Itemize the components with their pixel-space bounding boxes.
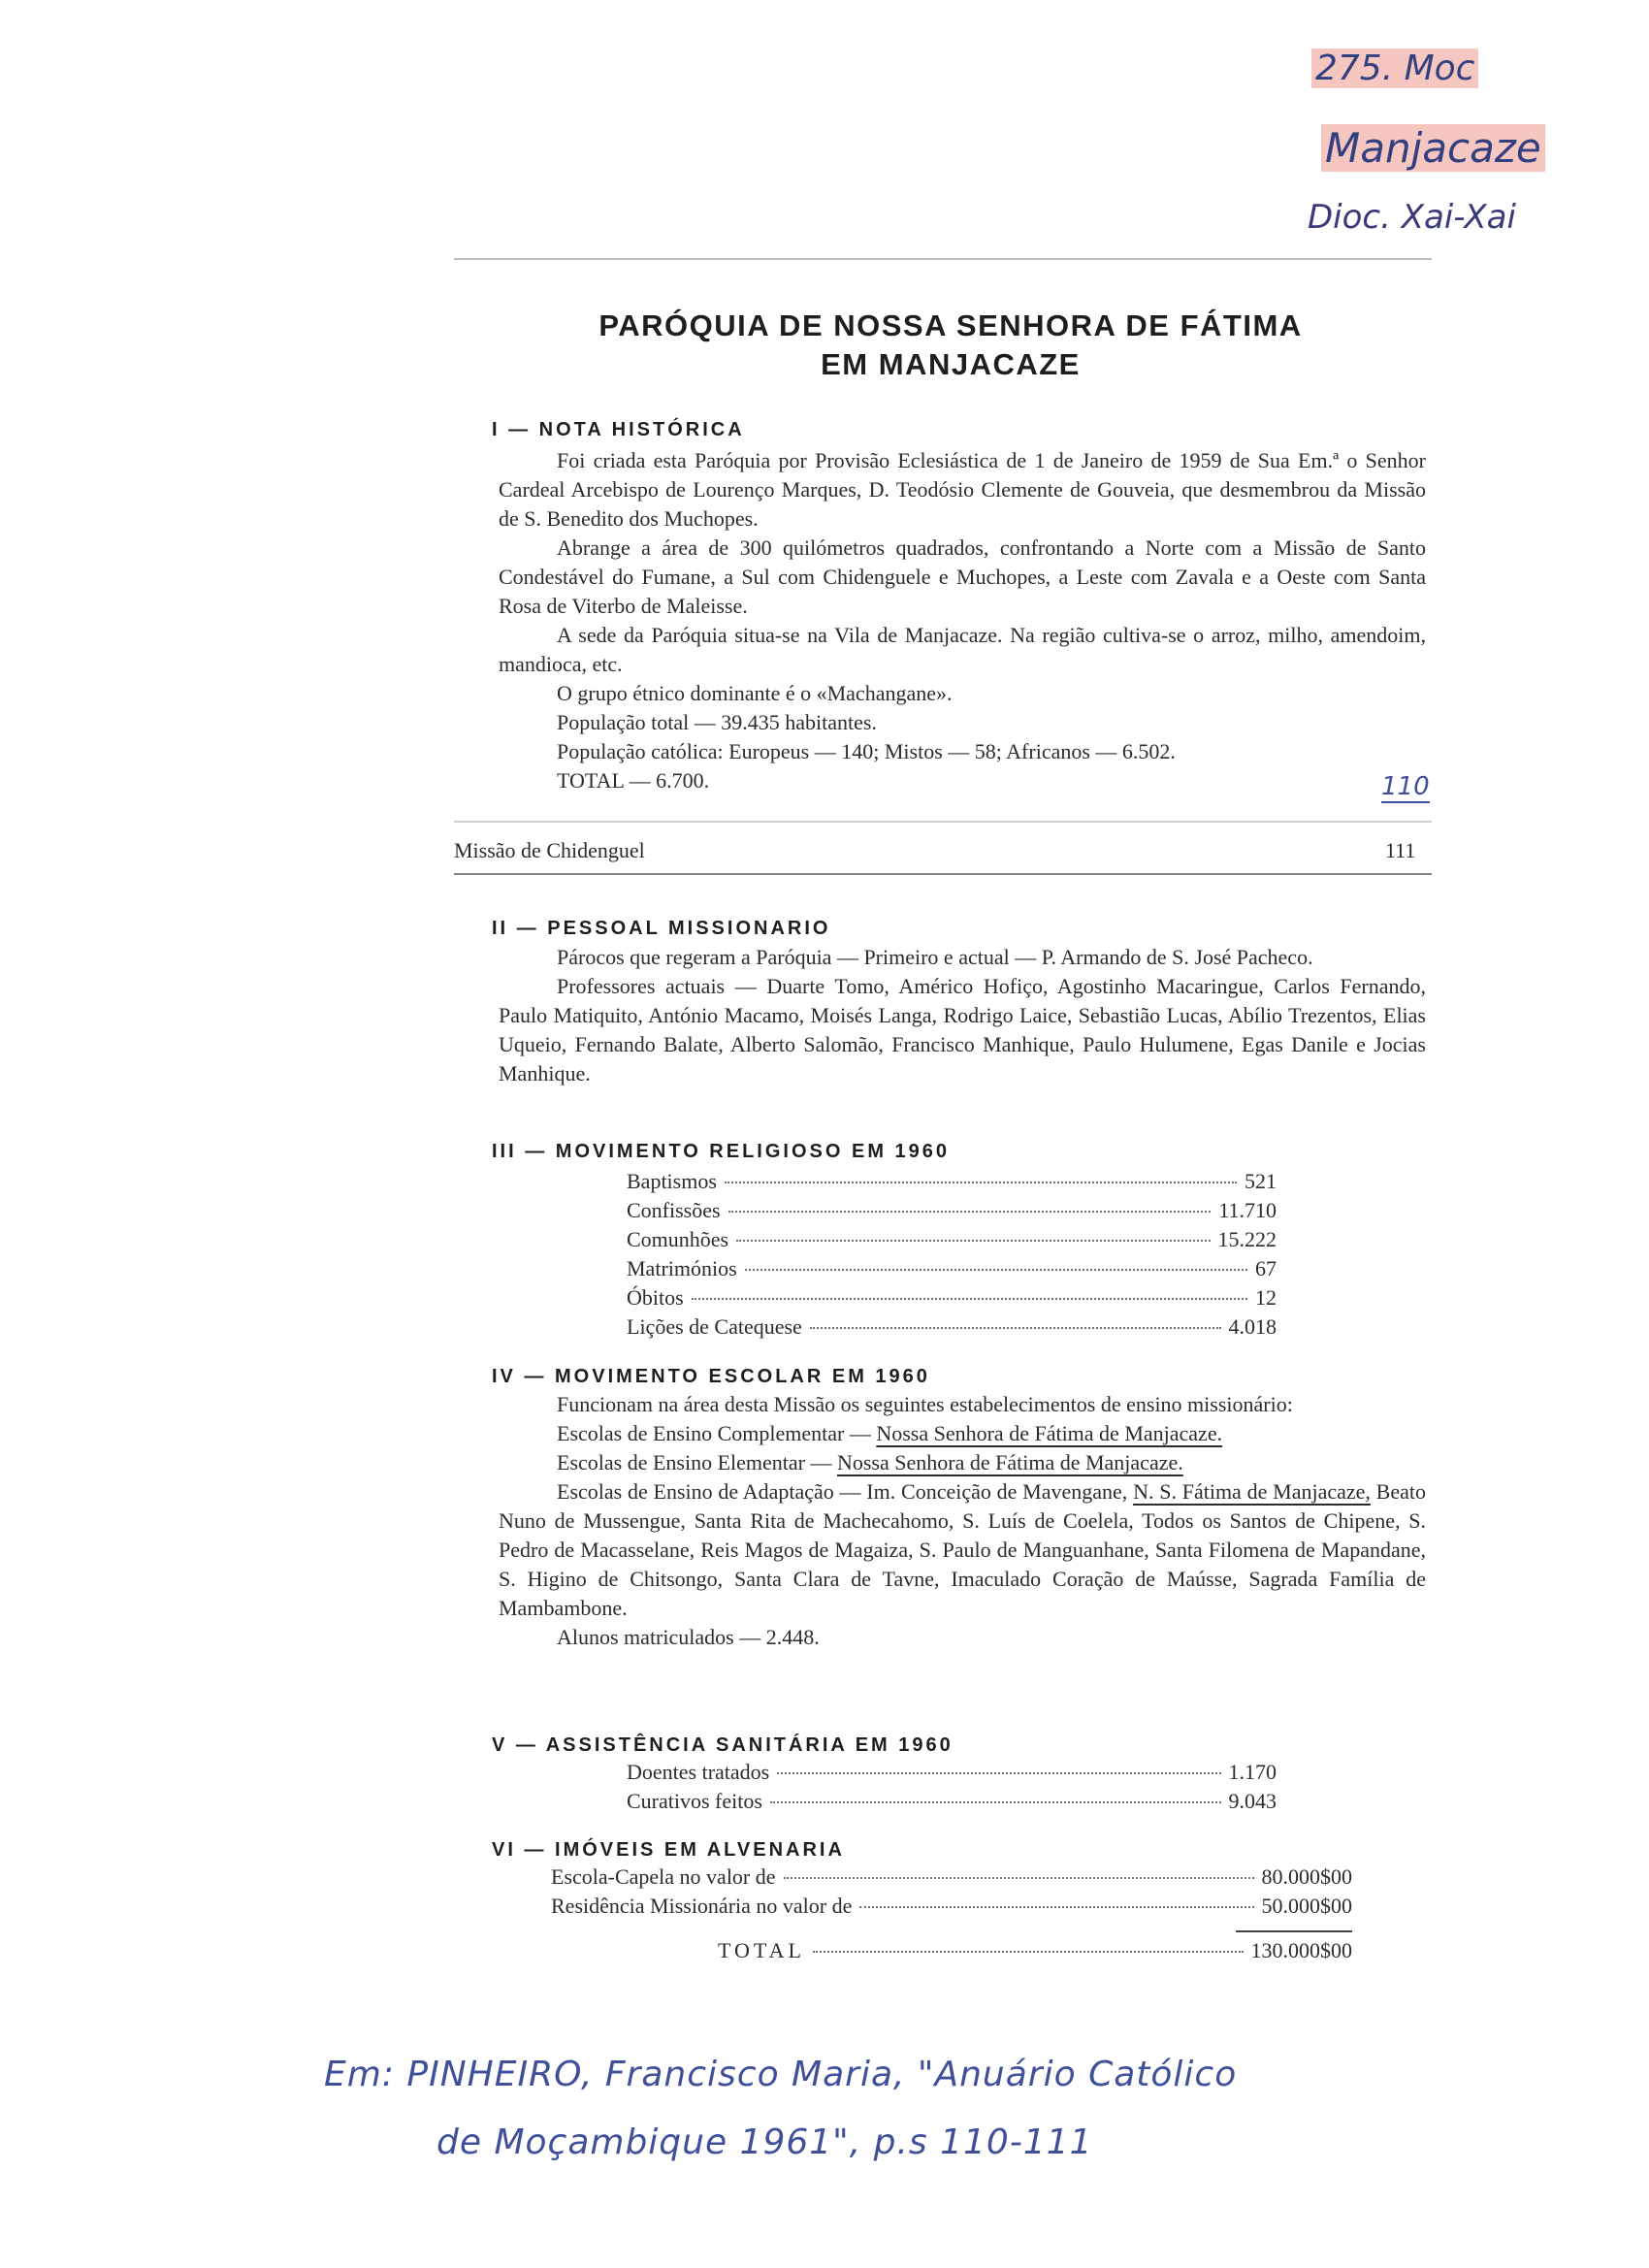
religious-row — [627, 1283, 1277, 1312]
schools-intro: Funcionam na área desta Missão os seguintes estabelecimentos de ensino missionário: — [557, 1392, 1293, 1416]
history-p2: Abrange a área de 300 quilómetros quadrados, confrontando a Norte com a Missão de Santo Condestável do Fumane, a Sul com Chidenguele e Muchopes, a Leste com Zavala e a Oeste com Santa Rosa de Viterbo de Maleisse. — [499, 535, 1426, 618]
leader-dots — [859, 1906, 1253, 1908]
section-1-heading: I — NOTA HISTÓRICA — [492, 419, 745, 440]
sanitary-value: 9.043 — [1228, 1789, 1277, 1813]
leader-dots — [784, 1877, 1254, 1879]
handwritten-ref-code — [1311, 49, 1478, 88]
property-total-row — [718, 1936, 1352, 1965]
history-p3: A sede da Paróquia situa-se na Vila de Manjacaze. Na região cultiva-se o arroz, milho, amendoim, mandioca, etc. — [499, 623, 1426, 676]
leader-dots — [736, 1240, 1210, 1242]
religious-value: 12 — [1255, 1285, 1277, 1310]
religious-value: 4.018 — [1228, 1314, 1277, 1339]
religious-label: Lições de Catequese — [627, 1314, 802, 1339]
section-3-heading: III — MOVIMENTO RELIGIOSO EM 1960 — [492, 1141, 951, 1162]
page-number-bottom-text: 111 — [1385, 838, 1416, 862]
total-label: TOTAL — [718, 1938, 805, 1962]
title-line-2: EM MANJACAZE — [821, 347, 1081, 381]
top-divider — [454, 258, 1432, 260]
history-p6: População católica: Europeus — 140; Mistos — 58; Africanos — 6.502. — [557, 739, 1176, 763]
page-number-top-text: 110 — [1381, 772, 1430, 801]
property-value: 80.000$00 — [1261, 1864, 1352, 1889]
running-head — [454, 838, 1432, 863]
leader-dots — [777, 1772, 1220, 1774]
elementar-label: Escolas de Ensino Elementar — — [557, 1450, 837, 1474]
section-1-text — [499, 446, 1426, 795]
handwritten-source-line-1: Em: PINHEIRO, Francisco Maria, "Anuário Católico — [324, 2055, 1238, 2094]
religious-row — [627, 1167, 1277, 1196]
section-2-text — [499, 943, 1426, 1088]
sanitary-label: Curativos feitos — [627, 1789, 762, 1813]
adaptacao-rest: Beato Nuno de Mussengue, Santa Rita de Machecahomo, S. Luís de Coelela, Todos os Santos de Chipene, S. Pedro de Macasselane, Reis Magos de Magaiza, S. Paulo de Manguanhane, Santa Filomena de Mapandane, S. Higino de Chitsongo, Santa Clara de Tavne, Imaculado Coração de Maússe, Sagrada Família de Mambambone. — [499, 1479, 1426, 1620]
history-p1: Foi criada esta Paróquia por Provisão Eclesiástica de 1 de Janeiro de 1959 de Sua Em.ª o Senhor Cardeal Arcebispo de Lourenço Marques, D. Teodósio Clemente de Gouveia, que desmembrou da Missão de S. Benedito dos Muchopes. — [499, 448, 1426, 531]
religious-value: 15.222 — [1217, 1227, 1277, 1251]
students-enrolled: Alunos matriculados — 2.448. — [557, 1625, 820, 1649]
property-value: 50.000$00 — [1261, 1894, 1352, 1918]
adaptacao-underlined: N. S. Fátima de Manjacaze, — [1133, 1479, 1371, 1504]
section-4-heading: IV — MOVIMENTO ESCOLAR EM 1960 — [492, 1366, 930, 1387]
leader-dots — [770, 1801, 1221, 1803]
page-title — [446, 307, 1455, 384]
total-value: 130.000$00 — [1250, 1938, 1352, 1962]
religious-label: Óbitos — [627, 1285, 684, 1310]
running-head-rule — [454, 873, 1432, 875]
leader-dots — [745, 1269, 1247, 1271]
property-label: Residência Missionária no valor de — [551, 1894, 853, 1918]
title-line-1: PARÓQUIA DE NOSSA SENHORA DE FÁTIMA — [598, 308, 1303, 342]
complementar-value: Nossa Senhora de Fátima de Manjacaze. — [876, 1421, 1223, 1445]
handwritten-place — [1321, 124, 1545, 172]
leader-dots — [725, 1182, 1237, 1183]
elementar-value: Nossa Senhora de Fátima de Manjacaze. — [836, 1450, 1183, 1474]
parish-priests: Párocos que regeram a Paróquia — Primeiro e actual — P. Armando de S. José Pacheco. — [557, 945, 1313, 969]
religious-row — [627, 1312, 1277, 1342]
religious-label: Baptismos — [627, 1169, 717, 1193]
sanitary-row — [627, 1787, 1277, 1816]
religious-value: 67 — [1255, 1256, 1277, 1280]
property-label: Escola-Capela no valor de — [551, 1864, 776, 1889]
religious-label: Matrimónios — [627, 1256, 737, 1280]
section-5-heading: V — ASSISTÊNCIA SANITÁRIA EM 1960 — [492, 1734, 954, 1756]
section-2-heading: II — PESSOAL MISSIONARIO — [492, 918, 831, 939]
running-head-text: Missão de Chidenguel — [454, 838, 645, 862]
page-break-rule — [454, 821, 1432, 823]
leader-dots — [813, 1951, 1244, 1953]
property-row — [551, 1863, 1352, 1892]
leader-dots — [728, 1211, 1212, 1213]
sanitary-row — [627, 1758, 1277, 1787]
total-rule — [1236, 1930, 1352, 1932]
page-number-top — [1381, 772, 1430, 803]
religious-label: Comunhões — [627, 1227, 729, 1251]
handwritten-source-line-2: de Moçambique 1961", p.s 110-111 — [436, 2122, 1093, 2162]
teachers-list: Professores actuais — Duarte Tomo, Américo Hofiço, Agostinho Macaringue, Carlos Fernando, Paulo Matiquito, António Macamo, Moisés Langa, Rodrigo Laice, Sebastião Lucas, Abílio Trezentos, Elias Uqueio, Fernando Balate, Alberto Salomão, Francisco Manhique, Paulo Hulumene, Egas Danile e Jocias Manhique. — [499, 974, 1426, 1085]
handwritten-diocese: Dioc. Xai-Xai — [1308, 198, 1516, 237]
religious-label: Confissões — [627, 1198, 721, 1222]
section-6-heading: VI — IMÓVEIS EM ALVENARIA — [492, 1839, 845, 1861]
religious-value: 11.710 — [1218, 1198, 1277, 1222]
history-p7: TOTAL — 6.700. — [557, 768, 710, 793]
complementar-label: Escolas de Ensino Complementar — — [557, 1421, 877, 1445]
adaptacao-label: Escolas de Ensino de Adaptação — Im. Conceição de Mavengane, — [557, 1479, 1134, 1504]
ref-code-text: 275. Moc — [1311, 49, 1478, 88]
sanitary-label: Doentes tratados — [627, 1760, 770, 1784]
property-row — [551, 1892, 1352, 1921]
page-number-bottom — [1385, 838, 1415, 863]
religious-row — [627, 1225, 1277, 1254]
history-p4: O grupo étnico dominante é o «Machangane». — [557, 681, 953, 705]
leader-dots — [692, 1298, 1247, 1300]
section-4-text — [499, 1390, 1426, 1652]
history-p5: População total — 39.435 habitantes. — [557, 710, 877, 734]
religious-value: 521 — [1245, 1169, 1277, 1193]
religious-row — [627, 1196, 1277, 1225]
sanitary-value: 1.170 — [1228, 1760, 1277, 1784]
religious-row — [627, 1254, 1277, 1283]
leader-dots — [810, 1327, 1221, 1329]
place-text: Manjacaze — [1321, 124, 1545, 172]
